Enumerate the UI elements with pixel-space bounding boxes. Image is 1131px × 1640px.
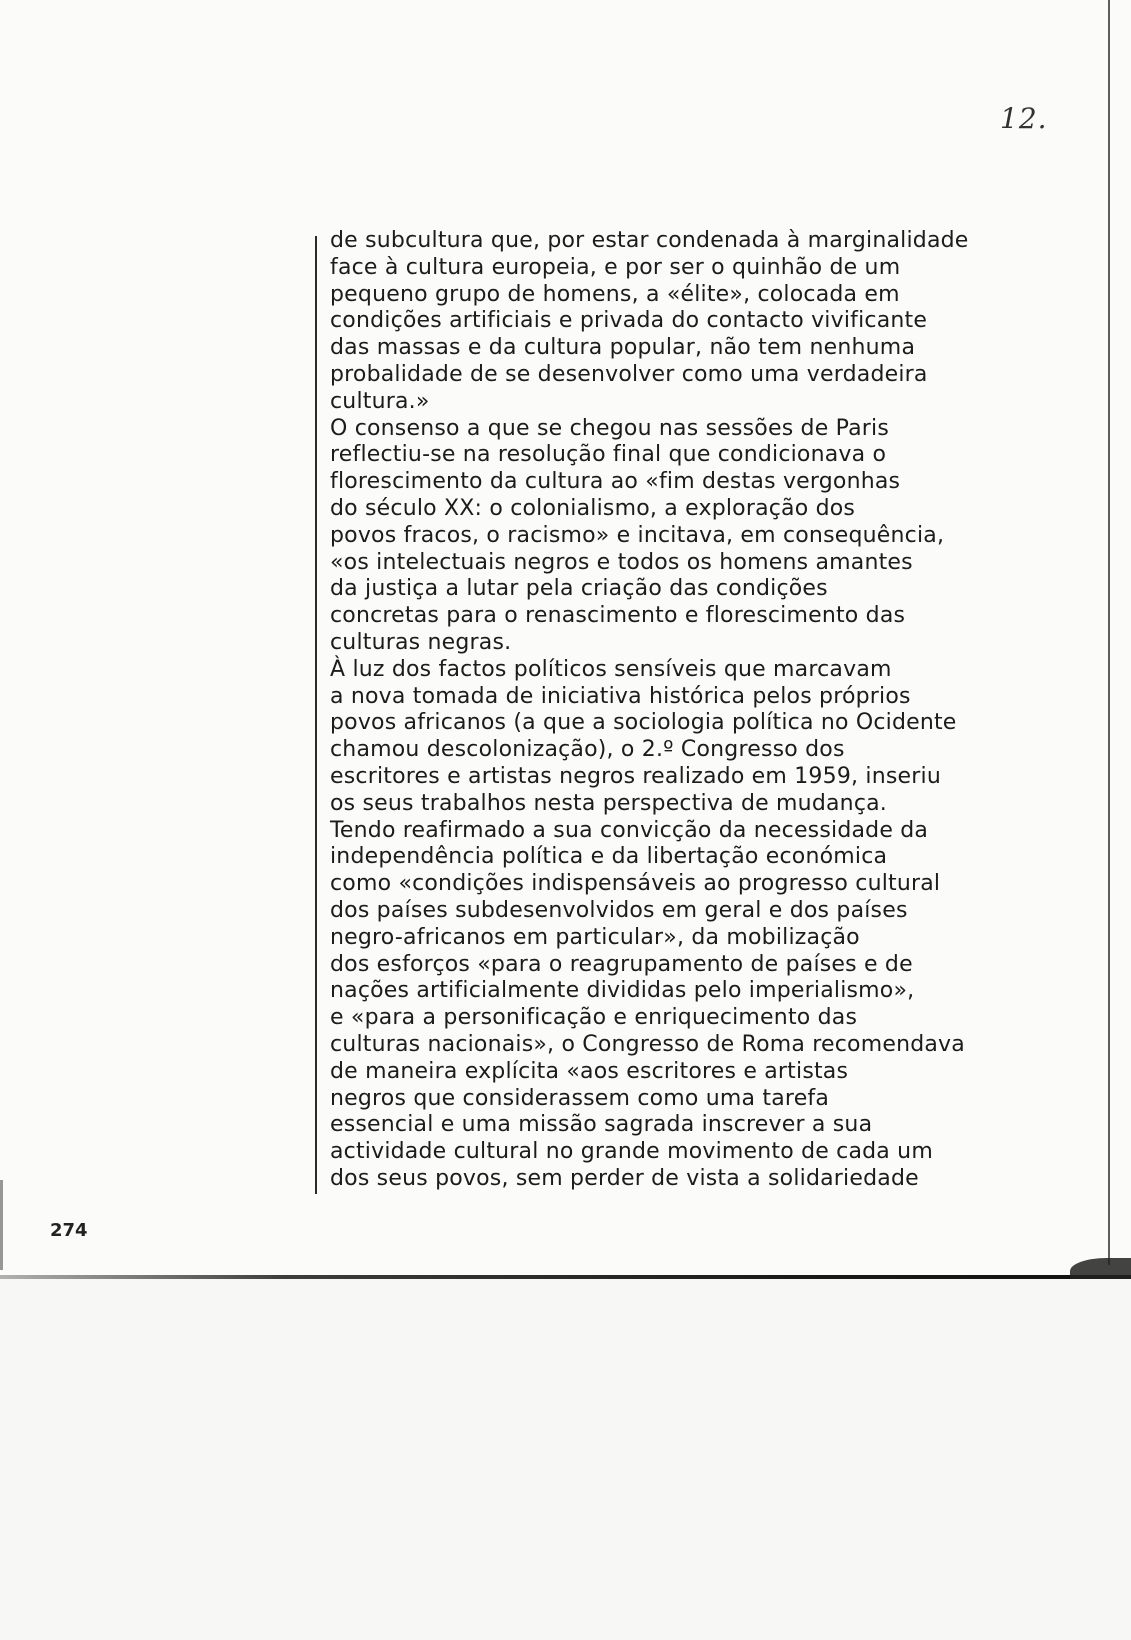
text-line: pequeno grupo de homens, a «élite», colocada em bbox=[330, 281, 900, 307]
text-line: da justiça a lutar pela criação das condições bbox=[330, 576, 828, 602]
text-line: concretas para o renascimento e florescimento das bbox=[330, 603, 906, 629]
text-line: actividade cultural no grande movimento de cada um bbox=[330, 1139, 933, 1165]
text-line: essencial e uma missão sagrada inscrever a sua bbox=[330, 1112, 873, 1138]
text-line: nações artificialmente divididas pelo imperialismo», bbox=[330, 978, 915, 1004]
text-line: de maneira explícita «aos escritores e artistas bbox=[330, 1058, 849, 1084]
body-text bbox=[330, 228, 1030, 1193]
scan-background bbox=[0, 1279, 1131, 1640]
text-line: negro-africanos em particular», da mobilização bbox=[330, 924, 860, 950]
page-left-edge-shadow bbox=[0, 1180, 3, 1270]
text-line: reflectiu-se na resolução final que condicionava o bbox=[330, 442, 887, 468]
text-line: chamou descolonização), o 2.º Congresso dos bbox=[330, 737, 845, 763]
handwritten-page-annotation: 12. bbox=[1000, 102, 1048, 135]
text-line: como «condições indispensáveis ao progresso cultural bbox=[330, 871, 941, 897]
text-line: dos países subdesenvolvidos em geral e dos países bbox=[330, 897, 908, 923]
text-line: escritores e artistas negros realizado em 1959, inseriu bbox=[330, 763, 941, 789]
text-line: independência política e da libertação económica bbox=[330, 844, 888, 870]
text-line: negros que considerassem como uma tarefa bbox=[330, 1085, 830, 1111]
text-line: e «para a personificação e enriquecimento das bbox=[330, 1005, 858, 1031]
text-line: florescimento da cultura ao «fim destas vergonhas bbox=[330, 469, 901, 495]
text-line: os seus trabalhos nesta perspectiva de mudança. bbox=[330, 790, 887, 816]
text-line: probalidade de se desenvolver como uma verdadeira bbox=[330, 361, 928, 387]
text-line: povos africanos (a que a sociologia política no Ocidente bbox=[330, 710, 957, 736]
text-line: O consenso a que se chegou nas sessões de Paris bbox=[330, 415, 890, 441]
text-line: do século XX: o colonialismo, a exploração dos bbox=[330, 495, 856, 521]
text-line: condições artificiais e privada do contacto vivificante bbox=[330, 308, 928, 334]
margin-rule bbox=[315, 236, 317, 1194]
text-line: a nova tomada de iniciativa histórica pelos próprios bbox=[330, 683, 911, 709]
text-line: cultura.» bbox=[330, 388, 430, 414]
text-line: culturas negras. bbox=[330, 629, 512, 655]
text-line: «os intelectuais negros e todos os homens amantes bbox=[330, 549, 913, 575]
text-line: dos seus povos, sem perder de vista a solidariedade bbox=[330, 1165, 919, 1191]
text-line: de subcultura que, por estar condenada à marginalidade bbox=[330, 228, 969, 253]
text-line: dos esforços «para o reagrupamento de países e de bbox=[330, 951, 913, 977]
scan-ink-blot bbox=[1070, 1258, 1131, 1280]
text-line: povos fracos, o racismo» e incitava, em consequência, bbox=[330, 522, 945, 548]
text-line: À luz dos factos políticos sensíveis que marcavam bbox=[330, 656, 892, 682]
text-line: face à cultura europeia, e por ser o quinhão de um bbox=[330, 254, 901, 280]
text-line: culturas nacionais», o Congresso de Roma recomendava bbox=[330, 1031, 965, 1057]
page-number: 274 bbox=[50, 1220, 88, 1241]
page-right-edge-shadow bbox=[1108, 0, 1110, 1265]
text-line: das massas e da cultura popular, não tem nenhuma bbox=[330, 335, 916, 361]
text-line: Tendo reafirmado a sua convicção da necessidade da bbox=[330, 817, 929, 843]
